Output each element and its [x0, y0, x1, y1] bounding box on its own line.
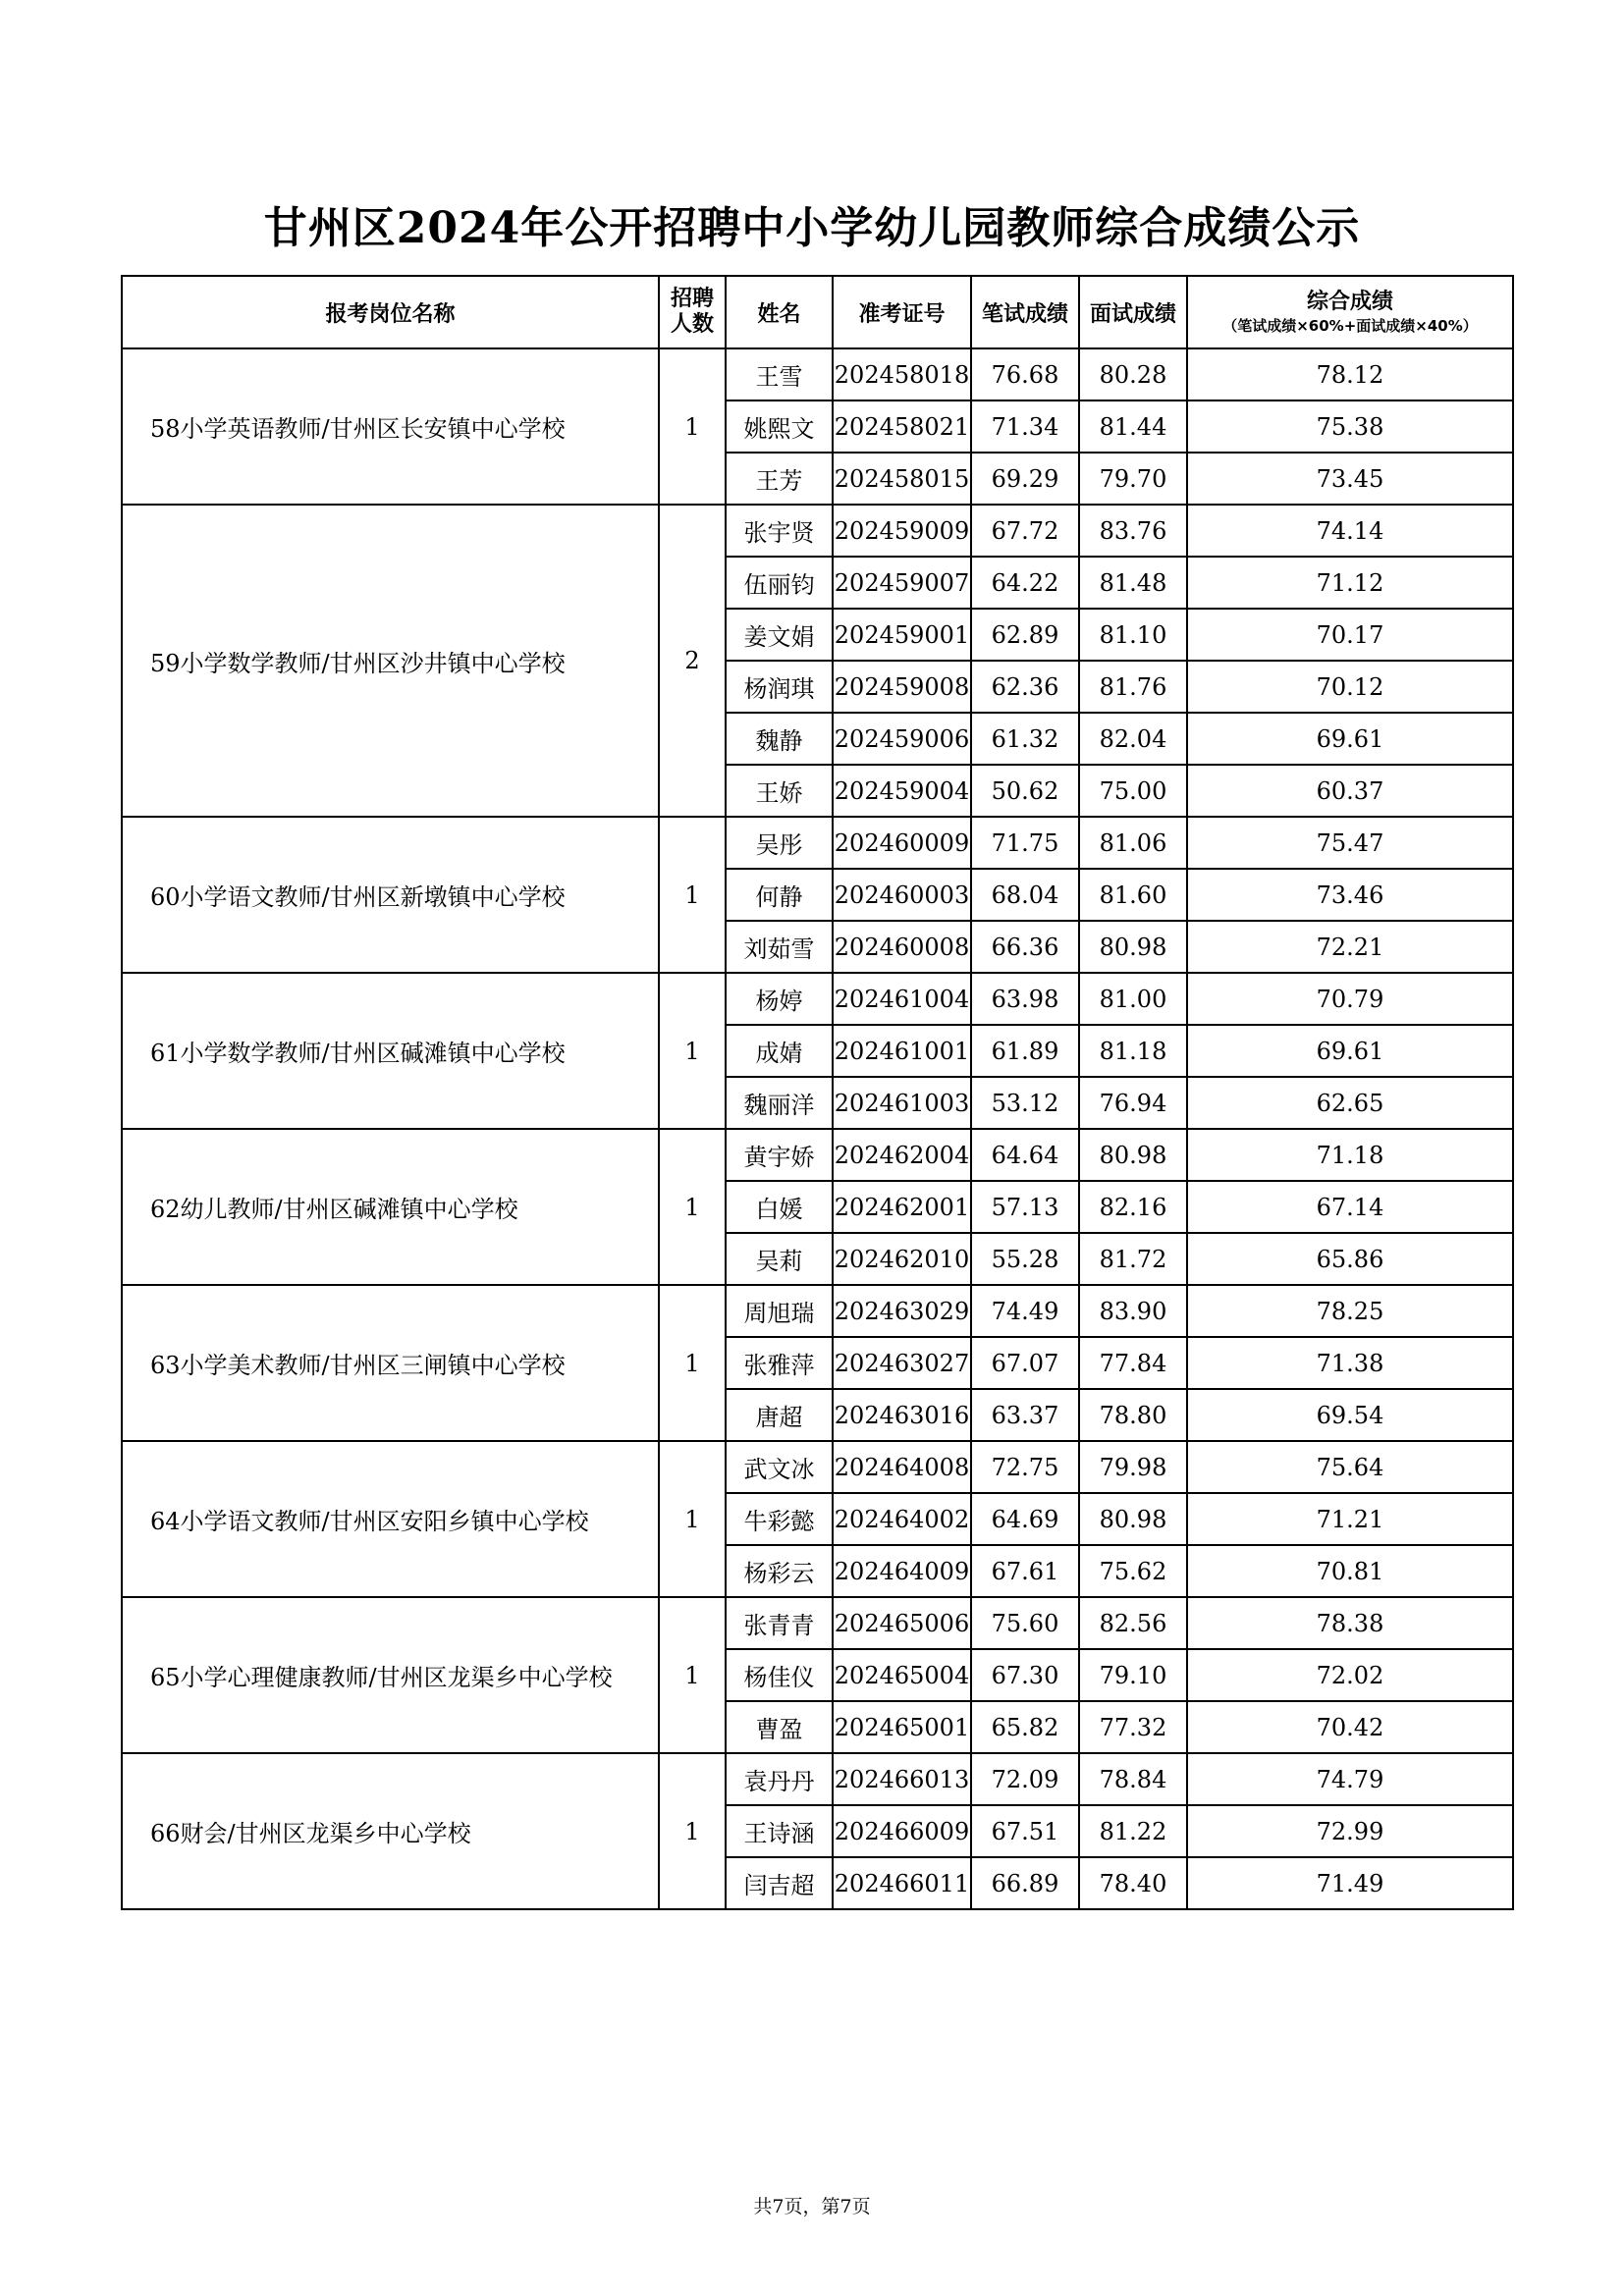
composite-score-cell: 70.79 [1187, 973, 1513, 1025]
position-cell: 64小学语文教师/甘州区安阳乡镇中心学校 [122, 1441, 659, 1597]
exam-id-cell: 202458021 [833, 400, 971, 453]
header-position: 报考岗位名称 [122, 276, 659, 348]
position-cell: 61小学数学教师/甘州区碱滩镇中心学校 [122, 973, 659, 1129]
exam-id-cell: 202462010 [833, 1233, 971, 1285]
exam-id-cell: 202461001 [833, 1025, 971, 1077]
interview-score-cell: 81.76 [1079, 661, 1187, 713]
written-score-cell: 62.89 [971, 609, 1079, 661]
candidate-name-cell: 曹盈 [726, 1701, 833, 1753]
composite-score-cell: 78.12 [1187, 348, 1513, 400]
header-row [122, 276, 1513, 348]
exam-id-cell: 202466011 [833, 1857, 971, 1909]
composite-score-cell: 72.99 [1187, 1805, 1513, 1857]
candidate-name-cell: 吴彤 [726, 817, 833, 869]
interview-score-cell: 81.00 [1079, 973, 1187, 1025]
interview-score-cell: 77.84 [1079, 1337, 1187, 1389]
interview-score-cell: 81.22 [1079, 1805, 1187, 1857]
table-row [122, 973, 1513, 1025]
exam-id-cell: 202465001 [833, 1701, 971, 1753]
interview-score-cell: 77.32 [1079, 1701, 1187, 1753]
written-score-cell: 69.29 [971, 453, 1079, 505]
candidate-name-cell: 唐超 [726, 1389, 833, 1441]
written-score-cell: 75.60 [971, 1597, 1079, 1649]
exam-id-cell: 202464002 [833, 1493, 971, 1545]
candidate-name-cell: 周旭瑞 [726, 1285, 833, 1337]
composite-score-cell: 78.38 [1187, 1597, 1513, 1649]
position-cell: 66财会/甘州区龙渠乡中心学校 [122, 1753, 659, 1909]
interview-score-cell: 76.94 [1079, 1077, 1187, 1129]
composite-score-cell: 75.47 [1187, 817, 1513, 869]
composite-score-cell: 69.54 [1187, 1389, 1513, 1441]
written-score-cell: 68.04 [971, 869, 1079, 921]
position-cell: 59小学数学教师/甘州区沙井镇中心学校 [122, 505, 659, 817]
table-body [122, 348, 1513, 1909]
composite-score-cell: 73.46 [1187, 869, 1513, 921]
header-exam-id: 准考证号 [833, 276, 971, 348]
exam-id-cell: 202458018 [833, 348, 971, 400]
candidate-name-cell: 张雅萍 [726, 1337, 833, 1389]
exam-id-cell: 202460008 [833, 921, 971, 973]
page-footer: 共7页，第7页 [753, 2196, 871, 2217]
written-score-cell: 62.36 [971, 661, 1079, 713]
written-score-cell: 53.12 [971, 1077, 1079, 1129]
table-row [122, 348, 1513, 400]
composite-score-cell: 60.37 [1187, 765, 1513, 817]
exam-id-cell: 202461004 [833, 973, 971, 1025]
written-score-cell: 74.49 [971, 1285, 1079, 1337]
candidate-name-cell: 杨婷 [726, 973, 833, 1025]
candidate-name-cell: 白媛 [726, 1181, 833, 1233]
table-row [122, 1441, 1513, 1493]
candidate-name-cell: 杨佳仪 [726, 1649, 833, 1701]
composite-score-cell: 70.17 [1187, 609, 1513, 661]
candidate-name-cell: 姜文娟 [726, 609, 833, 661]
interview-score-cell: 80.28 [1079, 348, 1187, 400]
interview-score-cell: 78.84 [1079, 1753, 1187, 1805]
position-cell: 58小学英语教师/甘州区长安镇中心学校 [122, 348, 659, 505]
exam-id-cell: 202461003 [833, 1077, 971, 1129]
candidate-name-cell: 张宇贤 [726, 505, 833, 557]
written-score-cell: 61.89 [971, 1025, 1079, 1077]
written-score-cell: 71.34 [971, 400, 1079, 453]
written-score-cell: 72.75 [971, 1441, 1079, 1493]
page-title: 甘州区2024年公开招聘中小学幼儿园教师综合成绩公示 [263, 203, 1361, 253]
candidate-name-cell: 伍丽钧 [726, 557, 833, 609]
written-score-cell: 76.68 [971, 348, 1079, 400]
candidate-name-cell: 张青青 [726, 1597, 833, 1649]
table-row [122, 1285, 1513, 1337]
interview-score-cell: 81.48 [1079, 557, 1187, 609]
candidate-name-cell: 王诗涵 [726, 1805, 833, 1857]
composite-score-cell: 71.18 [1187, 1129, 1513, 1181]
interview-score-cell: 82.16 [1079, 1181, 1187, 1233]
interview-score-cell: 83.90 [1079, 1285, 1187, 1337]
exam-id-cell: 202460003 [833, 869, 971, 921]
interview-score-cell: 79.98 [1079, 1441, 1187, 1493]
table-row [122, 817, 1513, 869]
candidate-name-cell: 王娇 [726, 765, 833, 817]
written-score-cell: 67.30 [971, 1649, 1079, 1701]
written-score-cell: 64.69 [971, 1493, 1079, 1545]
written-score-cell: 50.62 [971, 765, 1079, 817]
candidate-name-cell: 王雪 [726, 348, 833, 400]
written-score-cell: 71.75 [971, 817, 1079, 869]
recruit-count-cell: 1 [659, 973, 726, 1129]
composite-score-cell: 70.12 [1187, 661, 1513, 713]
composite-score-cell: 71.49 [1187, 1857, 1513, 1909]
composite-score-cell: 67.14 [1187, 1181, 1513, 1233]
written-score-cell: 67.72 [971, 505, 1079, 557]
header-recruit-line: 人数 [670, 312, 714, 337]
composite-score-cell: 71.21 [1187, 1493, 1513, 1545]
interview-score-cell: 81.10 [1079, 609, 1187, 661]
position-cell: 63小学美术教师/甘州区三闸镇中心学校 [122, 1285, 659, 1441]
written-score-cell: 55.28 [971, 1233, 1079, 1285]
exam-id-cell: 202466009 [833, 1805, 971, 1857]
candidate-name-cell: 魏静 [726, 713, 833, 765]
position-cell: 65小学心理健康教师/甘州区龙渠乡中心学校 [122, 1597, 659, 1753]
composite-score-cell: 74.79 [1187, 1753, 1513, 1805]
exam-id-cell: 202458015 [833, 453, 971, 505]
candidate-name-cell: 袁丹丹 [726, 1753, 833, 1805]
header-recruit [659, 276, 726, 348]
exam-id-cell: 202465006 [833, 1597, 971, 1649]
composite-score-cell: 69.61 [1187, 1025, 1513, 1077]
interview-score-cell: 78.80 [1079, 1389, 1187, 1441]
recruit-count-cell: 1 [659, 1285, 726, 1441]
table-row [122, 1129, 1513, 1181]
table-row [122, 1597, 1513, 1649]
recruit-count-cell: 1 [659, 1441, 726, 1597]
interview-score-cell: 80.98 [1079, 1493, 1187, 1545]
composite-score-cell: 70.42 [1187, 1701, 1513, 1753]
composite-score-cell: 75.64 [1187, 1441, 1513, 1493]
candidate-name-cell: 成婧 [726, 1025, 833, 1077]
header-interview-score: 面试成绩 [1079, 276, 1187, 348]
candidate-name-cell: 吴莉 [726, 1233, 833, 1285]
candidate-name-cell: 杨润琪 [726, 661, 833, 713]
interview-score-cell: 81.06 [1079, 817, 1187, 869]
composite-score-cell: 62.65 [1187, 1077, 1513, 1129]
exam-id-cell: 202459004 [833, 765, 971, 817]
candidate-name-cell: 闫吉超 [726, 1857, 833, 1909]
written-score-cell: 64.22 [971, 557, 1079, 609]
interview-score-cell: 82.56 [1079, 1597, 1187, 1649]
interview-score-cell: 81.60 [1079, 869, 1187, 921]
composite-score-cell: 72.02 [1187, 1649, 1513, 1701]
header-written-score: 笔试成绩 [971, 276, 1079, 348]
written-score-cell: 65.82 [971, 1701, 1079, 1753]
candidate-name-cell: 黄宇娇 [726, 1129, 833, 1181]
written-score-cell: 66.36 [971, 921, 1079, 973]
candidate-name-cell: 王芳 [726, 453, 833, 505]
scores-table [121, 275, 1514, 1910]
candidate-name-cell: 姚熙文 [726, 400, 833, 453]
composite-score-cell: 70.81 [1187, 1545, 1513, 1597]
exam-id-cell: 202459008 [833, 661, 971, 713]
written-score-cell: 64.64 [971, 1129, 1079, 1181]
recruit-count-cell: 1 [659, 1129, 726, 1285]
written-score-cell: 67.51 [971, 1805, 1079, 1857]
header-composite-score [1187, 276, 1513, 348]
interview-score-cell: 81.44 [1079, 400, 1187, 453]
interview-score-cell: 79.10 [1079, 1649, 1187, 1701]
composite-score-cell: 75.38 [1187, 400, 1513, 453]
interview-score-cell: 75.00 [1079, 765, 1187, 817]
position-cell: 60小学语文教师/甘州区新墩镇中心学校 [122, 817, 659, 973]
composite-score-cell: 69.61 [1187, 713, 1513, 765]
header-composite-formula: （笔试成绩×60%+面试成绩×40%） [1222, 317, 1478, 335]
interview-score-cell: 80.98 [1079, 921, 1187, 973]
exam-id-cell: 202463016 [833, 1389, 971, 1441]
exam-id-cell: 202462004 [833, 1129, 971, 1181]
candidate-name-cell: 何静 [726, 869, 833, 921]
recruit-count-cell: 1 [659, 817, 726, 973]
interview-score-cell: 81.72 [1079, 1233, 1187, 1285]
written-score-cell: 63.37 [971, 1389, 1079, 1441]
composite-score-cell: 73.45 [1187, 453, 1513, 505]
exam-id-cell: 202465004 [833, 1649, 971, 1701]
exam-id-cell: 202464009 [833, 1545, 971, 1597]
exam-id-cell: 202463029 [833, 1285, 971, 1337]
written-score-cell: 57.13 [971, 1181, 1079, 1233]
written-score-cell: 66.89 [971, 1857, 1079, 1909]
written-score-cell: 67.61 [971, 1545, 1079, 1597]
header-composite-label: 综合成绩 [1306, 290, 1393, 314]
interview-score-cell: 75.62 [1079, 1545, 1187, 1597]
interview-score-cell: 80.98 [1079, 1129, 1187, 1181]
exam-id-cell: 202459009 [833, 505, 971, 557]
exam-id-cell: 202464008 [833, 1441, 971, 1493]
written-score-cell: 67.07 [971, 1337, 1079, 1389]
written-score-cell: 72.09 [971, 1753, 1079, 1805]
candidate-name-cell: 杨彩云 [726, 1545, 833, 1597]
header-name: 姓名 [726, 276, 833, 348]
interview-score-cell: 83.76 [1079, 505, 1187, 557]
table-row [122, 505, 1513, 557]
recruit-count-cell: 1 [659, 1597, 726, 1753]
written-score-cell: 63.98 [971, 973, 1079, 1025]
exam-id-cell: 202459007 [833, 557, 971, 609]
composite-score-cell: 78.25 [1187, 1285, 1513, 1337]
interview-score-cell: 82.04 [1079, 713, 1187, 765]
recruit-count-cell: 1 [659, 1753, 726, 1909]
table-row [122, 1753, 1513, 1805]
exam-id-cell: 202462001 [833, 1181, 971, 1233]
exam-id-cell: 202459001 [833, 609, 971, 661]
recruit-count-cell: 2 [659, 505, 726, 817]
header-recruit-line: 招聘 [670, 287, 714, 311]
composite-score-cell: 71.38 [1187, 1337, 1513, 1389]
composite-score-cell: 65.86 [1187, 1233, 1513, 1285]
written-score-cell: 61.32 [971, 713, 1079, 765]
candidate-name-cell: 牛彩懿 [726, 1493, 833, 1545]
exam-id-cell: 202466013 [833, 1753, 971, 1805]
recruit-count-cell: 1 [659, 348, 726, 505]
candidate-name-cell: 刘茹雪 [726, 921, 833, 973]
composite-score-cell: 74.14 [1187, 505, 1513, 557]
position-cell: 62幼儿教师/甘州区碱滩镇中心学校 [122, 1129, 659, 1285]
interview-score-cell: 79.70 [1079, 453, 1187, 505]
composite-score-cell: 72.21 [1187, 921, 1513, 973]
composite-score-cell: 71.12 [1187, 557, 1513, 609]
candidate-name-cell: 魏丽洋 [726, 1077, 833, 1129]
interview-score-cell: 81.18 [1079, 1025, 1187, 1077]
exam-id-cell: 202459006 [833, 713, 971, 765]
exam-id-cell: 202463027 [833, 1337, 971, 1389]
interview-score-cell: 78.40 [1079, 1857, 1187, 1909]
exam-id-cell: 202460009 [833, 817, 971, 869]
candidate-name-cell: 武文冰 [726, 1441, 833, 1493]
